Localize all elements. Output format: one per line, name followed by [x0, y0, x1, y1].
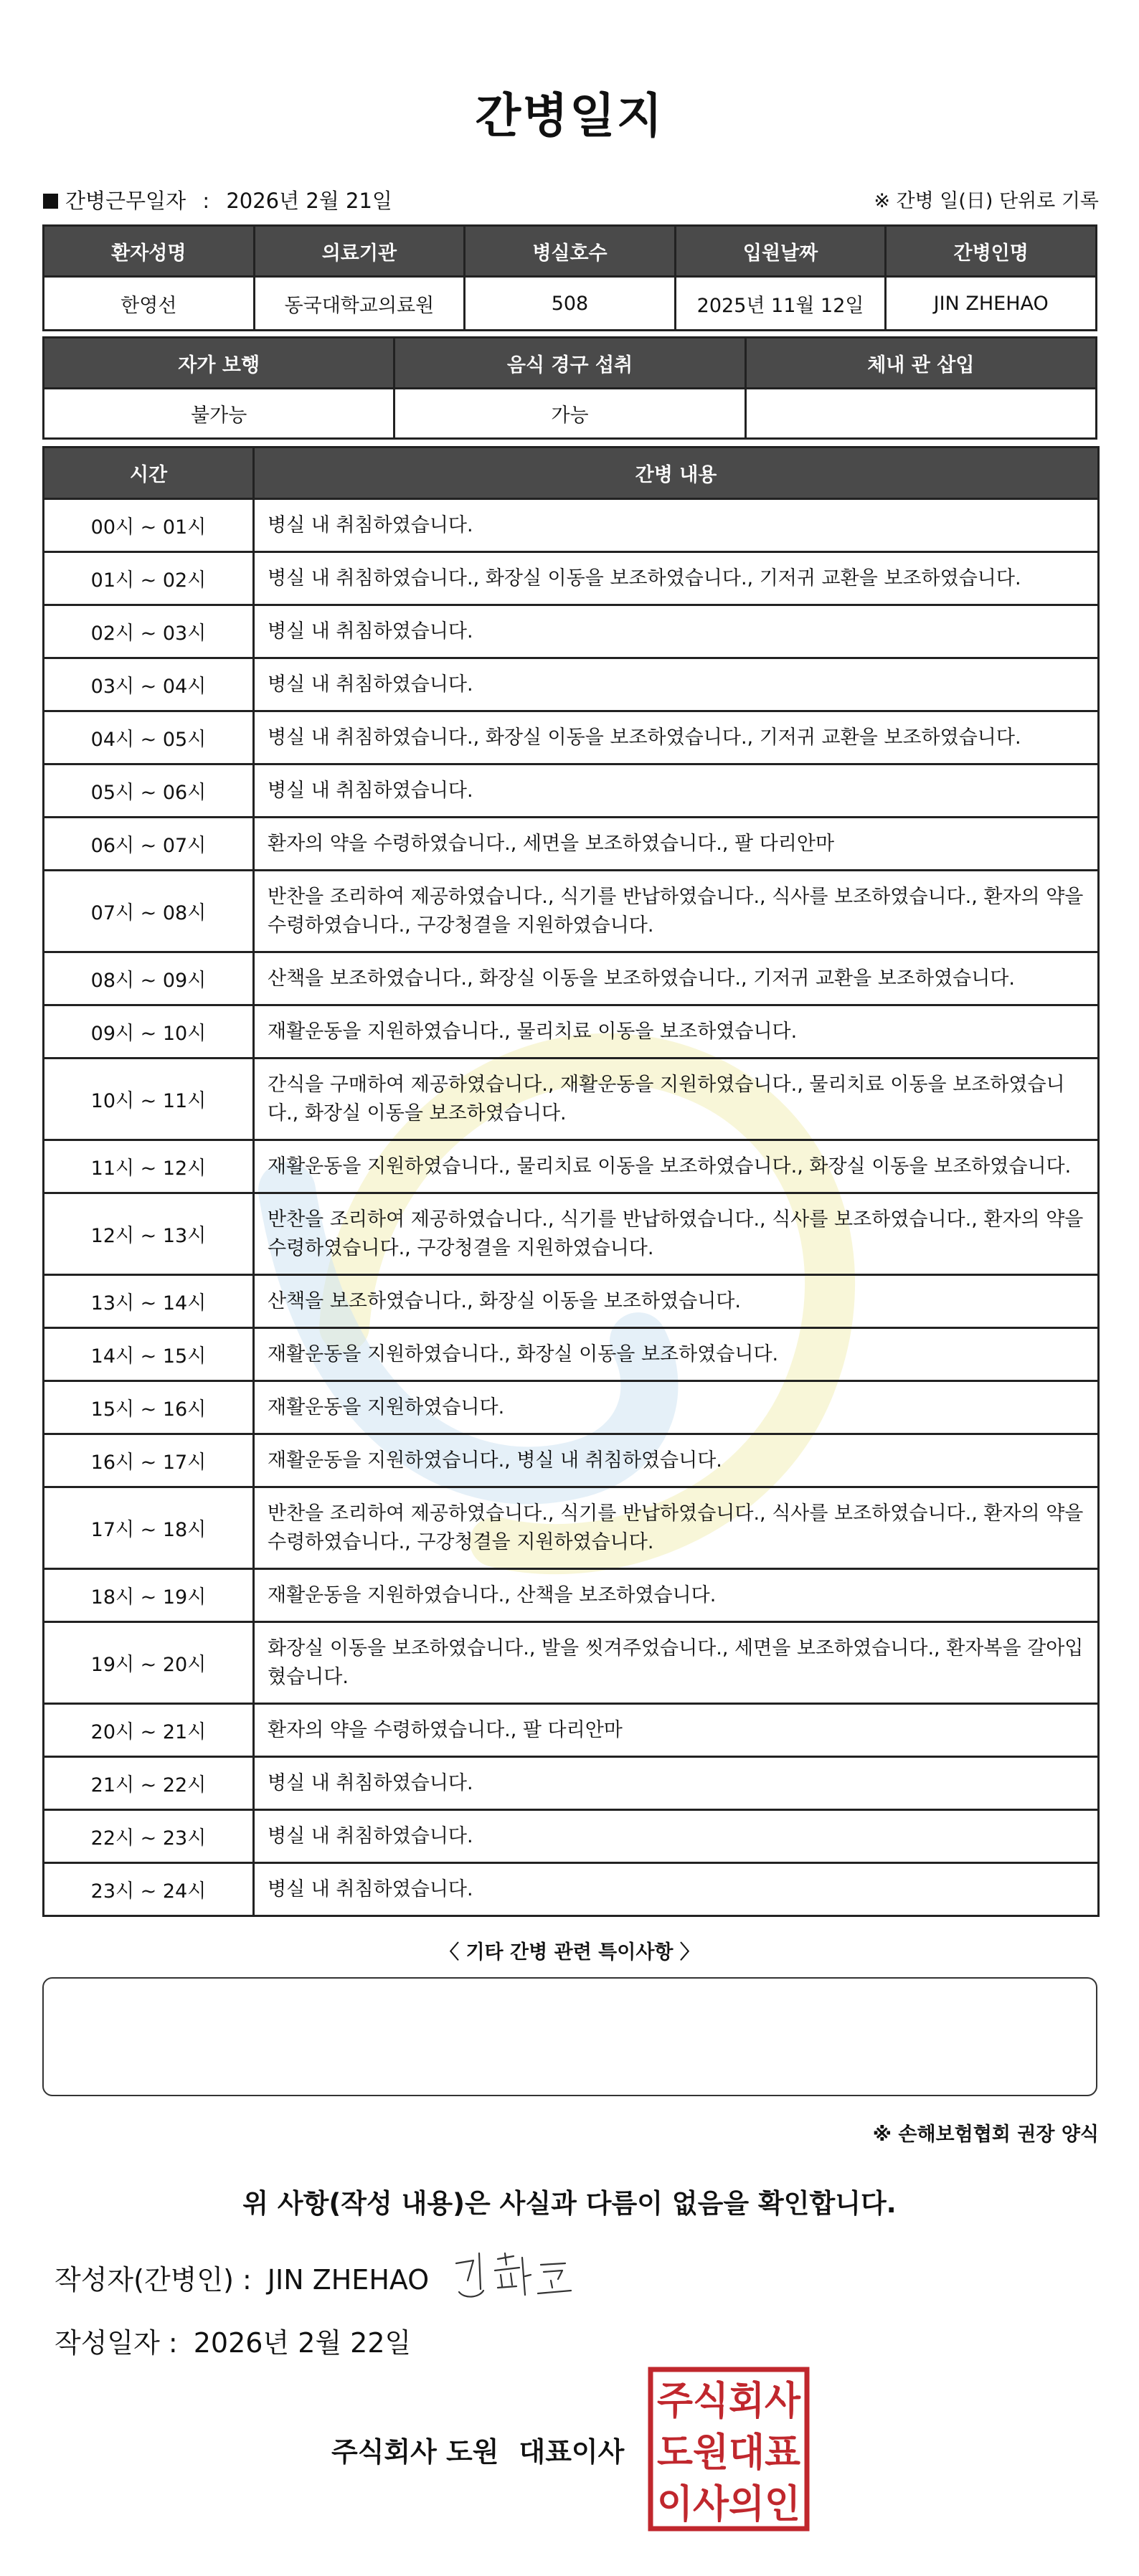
log-content: 병실 내 취침하였습니다.	[254, 1757, 1099, 1810]
table-row	[44, 711, 1099, 764]
header-content: 간병 내용	[254, 448, 1099, 499]
seal-line-2: 도원대표	[657, 2430, 800, 2475]
patient-info-value-row	[44, 277, 1097, 331]
log-content: 반찬을 조리하여 제공하였습니다., 식기를 반납하였습니다., 식사를 보조하였습니다., 환자의 약을 수령하였습니다., 구강청결을 지원하였습니다.	[254, 1487, 1099, 1569]
company-role: 대표이사	[519, 2436, 625, 2468]
table-row	[44, 1328, 1099, 1381]
log-content: 병실 내 취침하였습니다.	[254, 605, 1099, 658]
header-walking: 자가 보행	[44, 338, 394, 389]
log-time: 21시 ~ 22시	[44, 1757, 254, 1810]
table-row	[44, 1140, 1099, 1193]
log-content: 반찬을 조리하여 제공하였습니다., 식기를 반납하였습니다., 식사를 보조하였습니다., 환자의 약을 수령하였습니다., 구강청결을 지원하였습니다.	[254, 1193, 1099, 1275]
log-content: 재활운동을 지원하였습니다., 병실 내 취침하였습니다.	[254, 1434, 1099, 1487]
log-content: 산책을 보조하였습니다., 화장실 이동을 보조하였습니다.	[254, 1275, 1099, 1328]
log-content: 반찬을 조리하여 제공하였습니다., 식기를 반납하였습니다., 식사를 보조하였습니다., 환자의 약을 수령하였습니다., 구강청결을 지원하였습니다.	[254, 871, 1099, 952]
log-content: 재활운동을 지원하였습니다., 물리치료 이동을 보조하였습니다.	[254, 1005, 1099, 1059]
notes-box	[42, 1977, 1097, 2096]
log-time: 09시 ~ 10시	[44, 1005, 254, 1059]
log-time: 13시 ~ 14시	[44, 1275, 254, 1328]
page-title: 간병일지	[475, 88, 664, 143]
log-time: 23시 ~ 24시	[44, 1863, 254, 1916]
status-header-row	[44, 338, 1097, 389]
log-time: 01시 ~ 02시	[44, 552, 254, 605]
log-content: 환자의 약을 수령하였습니다., 세면을 보조하였습니다., 팔 다리안마	[254, 818, 1099, 871]
company-name: 주식회사 도원	[331, 2436, 499, 2468]
unit-note: ※ 간병 일(日) 단위로 기록	[874, 190, 1099, 212]
table-row	[44, 1381, 1099, 1434]
header-admission-date: 입원날짜	[675, 226, 886, 277]
written-date-value: 2026년 2월 22일	[193, 2327, 412, 2359]
log-content: 환자의 약을 수령하였습니다., 팔 다리안마	[254, 1704, 1099, 1757]
log-content: 병실 내 취침하였습니다., 화장실 이동을 보조하였습니다., 기저귀 교환을 보조하였습니다.	[254, 711, 1099, 764]
table-row	[44, 1810, 1099, 1863]
table-row	[44, 1757, 1099, 1810]
log-content: 병실 내 취침하였습니다.	[254, 1810, 1099, 1863]
table-row	[44, 605, 1099, 658]
patient-name: 한영선	[44, 277, 255, 331]
log-time: 04시 ~ 05시	[44, 711, 254, 764]
log-content: 병실 내 취침하였습니다.	[254, 1863, 1099, 1916]
room-number: 508	[465, 277, 676, 331]
caregiver-name: JIN ZHEHAO	[886, 277, 1097, 331]
table-row	[44, 1059, 1099, 1140]
table-row	[44, 1863, 1099, 1916]
header-room: 병실호수	[465, 226, 676, 277]
care-log-table	[42, 446, 1100, 1917]
walking-status: 불가능	[44, 389, 394, 439]
table-row	[44, 552, 1099, 605]
table-row	[44, 1005, 1099, 1059]
header-oral-intake: 음식 경구 섭취	[394, 338, 745, 389]
log-time: 20시 ~ 21시	[44, 1704, 254, 1757]
log-time: 18시 ~ 19시	[44, 1569, 254, 1622]
table-row	[44, 818, 1099, 871]
oral-intake-status: 가능	[394, 389, 745, 439]
log-time: 19시 ~ 20시	[44, 1622, 254, 1704]
log-time: 16시 ~ 17시	[44, 1434, 254, 1487]
seal-line-1: 주식회사	[657, 2378, 801, 2423]
header-hospital: 의료기관	[254, 226, 465, 277]
tube-status	[745, 389, 1096, 439]
notes-title: 〈 기타 간병 관련 특이사항 〉	[440, 1941, 699, 1964]
log-content: 산책을 보조하였습니다., 화장실 이동을 보조하였습니다., 기저귀 교환을 보조하였습니다.	[254, 952, 1099, 1005]
table-row	[44, 1487, 1099, 1569]
table-row	[44, 499, 1099, 552]
table-row	[44, 1622, 1099, 1704]
header-tube: 체내 관 삽입	[745, 338, 1096, 389]
log-time: 15시 ~ 16시	[44, 1381, 254, 1434]
log-content: 병실 내 취침하였습니다., 화장실 이동을 보조하였습니다., 기저귀 교환을 보조하였습니다.	[254, 552, 1099, 605]
header-time: 시간	[44, 448, 254, 499]
table-row	[44, 764, 1099, 818]
admission-date: 2025년 11월 12일	[675, 277, 886, 331]
table-row	[44, 1275, 1099, 1328]
log-time: 05시 ~ 06시	[44, 764, 254, 818]
log-time: 14시 ~ 15시	[44, 1328, 254, 1381]
table-row	[44, 658, 1099, 711]
confirmation-statement: 위 사항(작성 내용)은 사실과 다름이 없음을 확인합니다.	[242, 2188, 897, 2219]
status-value-row	[44, 389, 1097, 439]
work-date-separator: :	[202, 189, 210, 213]
handwritten-signature-icon	[450, 2243, 594, 2308]
log-time: 00시 ~ 01시	[44, 499, 254, 552]
company-seal-icon	[648, 2367, 810, 2532]
log-content: 간식을 구매하여 제공하였습니다., 재활운동을 지원하였습니다., 물리치료 이동을 보조하였습니다., 화장실 이동을 보조하였습니다.	[254, 1059, 1099, 1140]
log-time: 03시 ~ 04시	[44, 658, 254, 711]
writer-line	[55, 2258, 429, 2297]
log-content: 병실 내 취침하였습니다.	[254, 499, 1099, 552]
table-row	[44, 1193, 1099, 1275]
table-row	[44, 1434, 1099, 1487]
header-patient-name: 환자성명	[44, 226, 255, 277]
log-content: 재활운동을 지원하였습니다., 물리치료 이동을 보조하였습니다., 화장실 이동을 보조하였습니다.	[254, 1140, 1099, 1193]
recommendation-note: ※ 손해보험협회 권장 양식	[872, 2123, 1099, 2146]
log-time: 11시 ~ 12시	[44, 1140, 254, 1193]
log-time: 12시 ~ 13시	[44, 1193, 254, 1275]
log-time: 02시 ~ 03시	[44, 605, 254, 658]
log-time: 06시 ~ 07시	[44, 818, 254, 871]
hospital-name: 동국대학교의료원	[254, 277, 465, 331]
seal-line-3: 이사의인	[657, 2481, 800, 2527]
log-content: 재활운동을 지원하였습니다.	[254, 1381, 1099, 1434]
log-time: 17시 ~ 18시	[44, 1487, 254, 1569]
table-row	[44, 1704, 1099, 1757]
table-row	[44, 1569, 1099, 1622]
work-date	[43, 185, 392, 214]
table-row	[44, 871, 1099, 952]
writer-label: 작성자(간병인) :	[55, 2264, 252, 2296]
square-bullet-icon	[43, 194, 58, 209]
written-date-label: 작성일자 :	[55, 2327, 178, 2359]
log-content: 병실 내 취침하였습니다.	[254, 764, 1099, 818]
log-content: 병실 내 취침하였습니다.	[254, 658, 1099, 711]
company-line	[331, 2430, 644, 2469]
log-header-row	[44, 448, 1099, 499]
log-time: 07시 ~ 08시	[44, 871, 254, 952]
written-date-line	[55, 2321, 411, 2360]
patient-info-table	[42, 224, 1097, 331]
writer-value: JIN ZHEHAO	[267, 2264, 430, 2296]
log-time: 22시 ~ 23시	[44, 1810, 254, 1863]
work-date-value: 2026년 2월 21일	[226, 189, 392, 213]
log-content: 재활운동을 지원하였습니다., 화장실 이동을 보조하였습니다.	[254, 1328, 1099, 1381]
log-content: 재활운동을 지원하였습니다., 산책을 보조하였습니다.	[254, 1569, 1099, 1622]
table-row	[44, 952, 1099, 1005]
work-date-label: 간병근무일자	[65, 189, 186, 213]
header-caregiver-name: 간병인명	[886, 226, 1097, 277]
log-time: 10시 ~ 11시	[44, 1059, 254, 1140]
log-content: 화장실 이동을 보조하였습니다., 발을 씻겨주었습니다., 세면을 보조하였습니다., 환자복을 갈아입혔습니다.	[254, 1622, 1099, 1704]
patient-info-header-row	[44, 226, 1097, 277]
log-time: 08시 ~ 09시	[44, 952, 254, 1005]
patient-status-table	[42, 336, 1097, 440]
